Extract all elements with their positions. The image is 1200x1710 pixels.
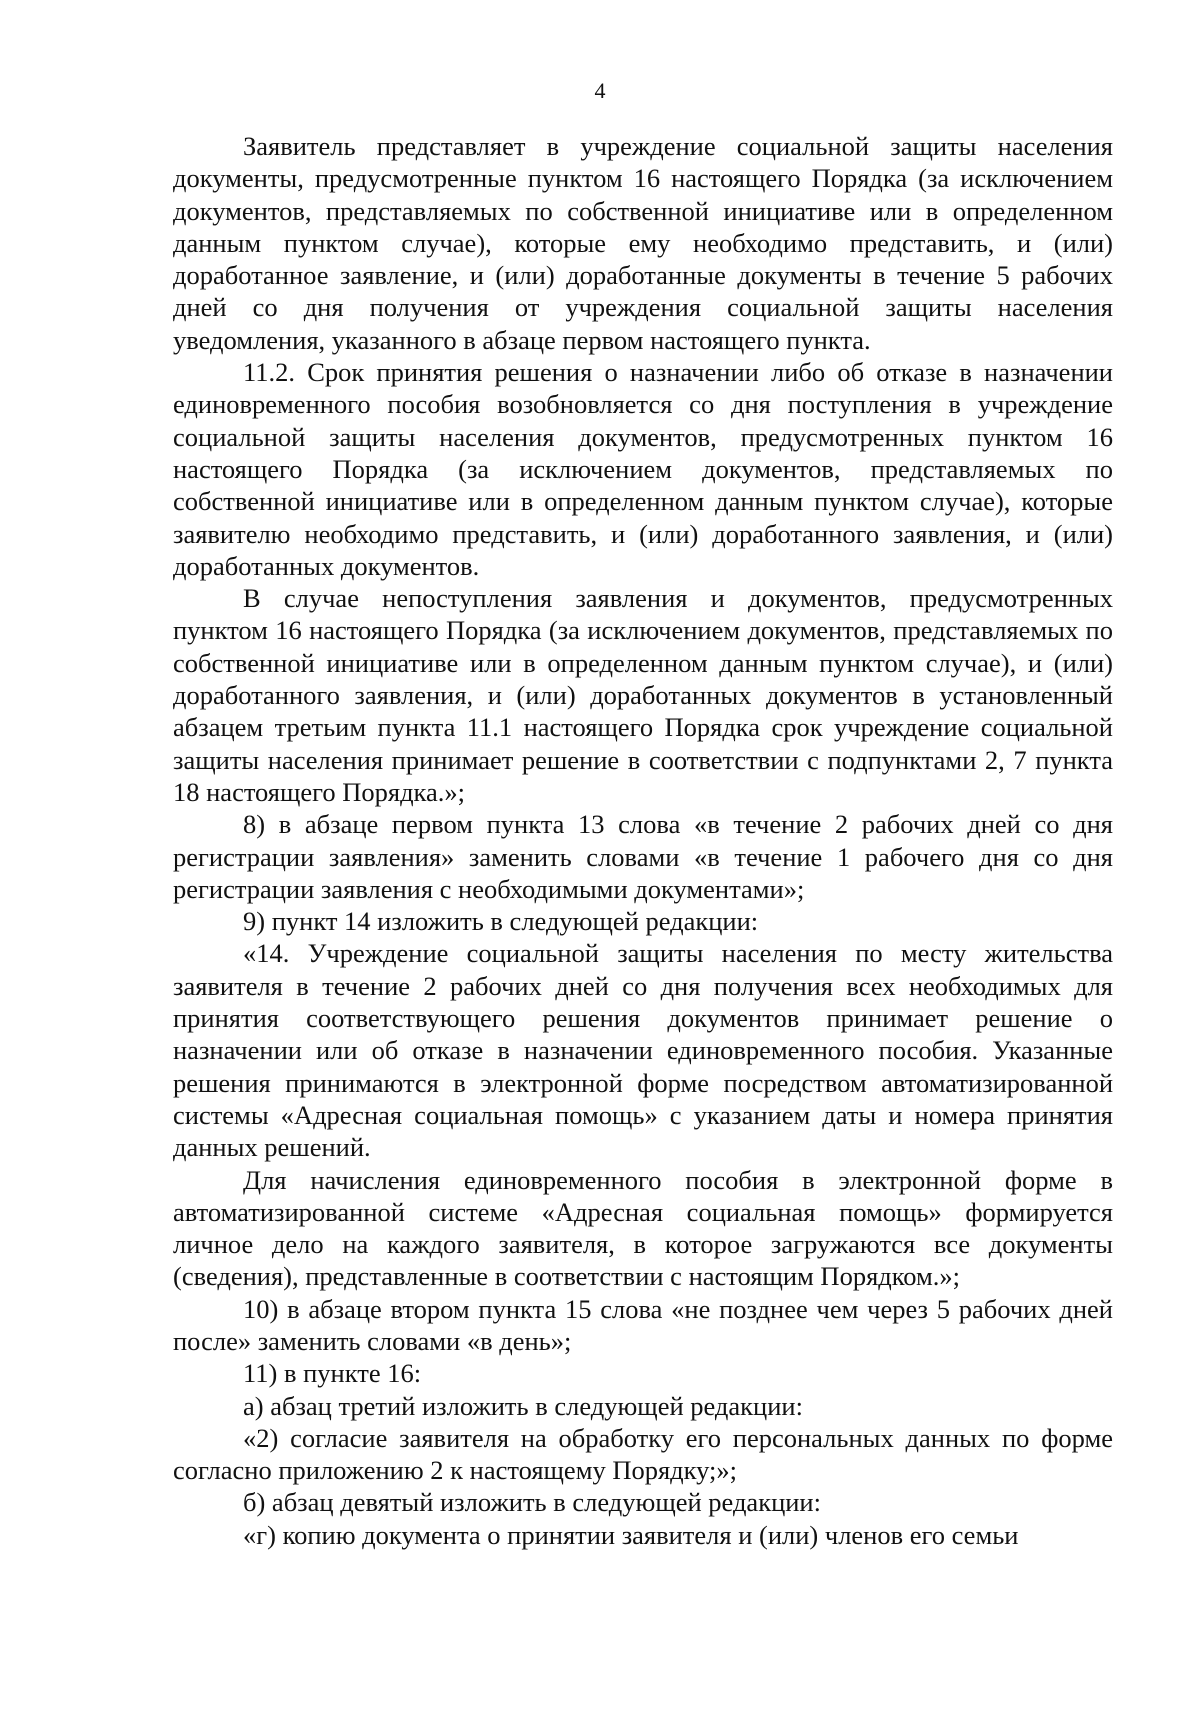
document-body <box>173 130 1113 1551</box>
paragraph-item-8: 8) в абзаце первом пункта 13 слова «в течение 2 рабочих дней со дня регистрации заявления» заменить словами «в течение 1 рабочего дня со дня регистрации заявления с необходимыми документами»; <box>173 809 1113 904</box>
paragraph-applicant-submits: Заявитель представляет в учреждение социальной защиты населения документы, предусмотренные пунктом 16 настоящего Порядка (за исключением документов, представляемых по собственной инициативе или в определенном данным пунктом случае), которые ему необходимо представить, и (или) доработанное заявление, и (или) доработанные документы в течение 5 рабочих дней со дня получения от учреждения социальной защиты населения уведомления, указанного в абзаце первом настоящего пункта. <box>173 131 1113 355</box>
paragraph-item-10: 10) в абзаце втором пункта 15 слова «не позднее чем через 5 рабочих дней после» заменить словами «в день»; <box>173 1293 1113 1356</box>
paragraph-subitem-b: б) абзац девятый изложить в следующей редакции: <box>243 1487 821 1518</box>
page-number: 4 <box>594 78 606 103</box>
paragraph-subitem-a: а) абзац третий изложить в следующей редакции: <box>243 1390 803 1421</box>
paragraph-consent: «2) согласие заявителя на обработку его персональных данных по форме согласно приложению 2 к настоящему Порядку;»; <box>173 1422 1113 1486</box>
paragraph-clause-14: «14. Учреждение социальной защиты населения по месту жительства заявителя в течение 2 рабочих дней со дня получения всех необходимых для принятия соответствующего решения документов принимает решение о назначении или об отказе в назначении единовременного пособия. Указанные решения принимаются в электронной форме посредством автоматизированной системы «Адресная социальная помощь» с указанием даты и номера принятия данных решений. <box>173 938 1113 1163</box>
paragraph-11-2: 11.2. Срок принятия решения о назначении либо об отказе в назначении единовременного пособия возобновляется со дня поступления в учреждение социальной защиты населения документов, предусмотренных пунктом 16 настоящего Порядка (за исключением документов, представляемых по собственной инициативе или в определенном данным пунктом случае), которые заявителю необходимо представить, и (или) доработанного заявления, и (или) доработанных документов. <box>173 357 1113 581</box>
paragraph-item-9: 9) пункт 14 изложить в следующей редакции: <box>243 906 759 937</box>
paragraph-personal-file: Для начисления единовременного пособия в электронной форме в автоматизированной системе «Адресная социальная помощь» формируется личное дело на каждого заявителя, в которое загружаются все документы (сведения), представленные в соответствии с настоящим Порядком.»; <box>173 1164 1113 1292</box>
paragraph-non-receipt: В случае непоступления заявления и документов, предусмотренных пунктом 16 настоящего Порядка (за исключением документов, представляемых по собственной инициативе или в определенном данным пунктом случае), и (или) доработанного заявления, и (или) доработанных документов в установленный абзацем третьим пункта 11.1 настоящего Порядка срок учреждение социальной защиты населения принимает решение в соответствии с подпунктами 2, 7 пункта 18 настоящего Порядка.»; <box>173 583 1113 807</box>
paragraph-copy-document: «г) копию документа о принятии заявителя и (или) членов его семьи <box>243 1519 1019 1550</box>
paragraph-item-11: 11) в пункте 16: <box>243 1358 422 1389</box>
